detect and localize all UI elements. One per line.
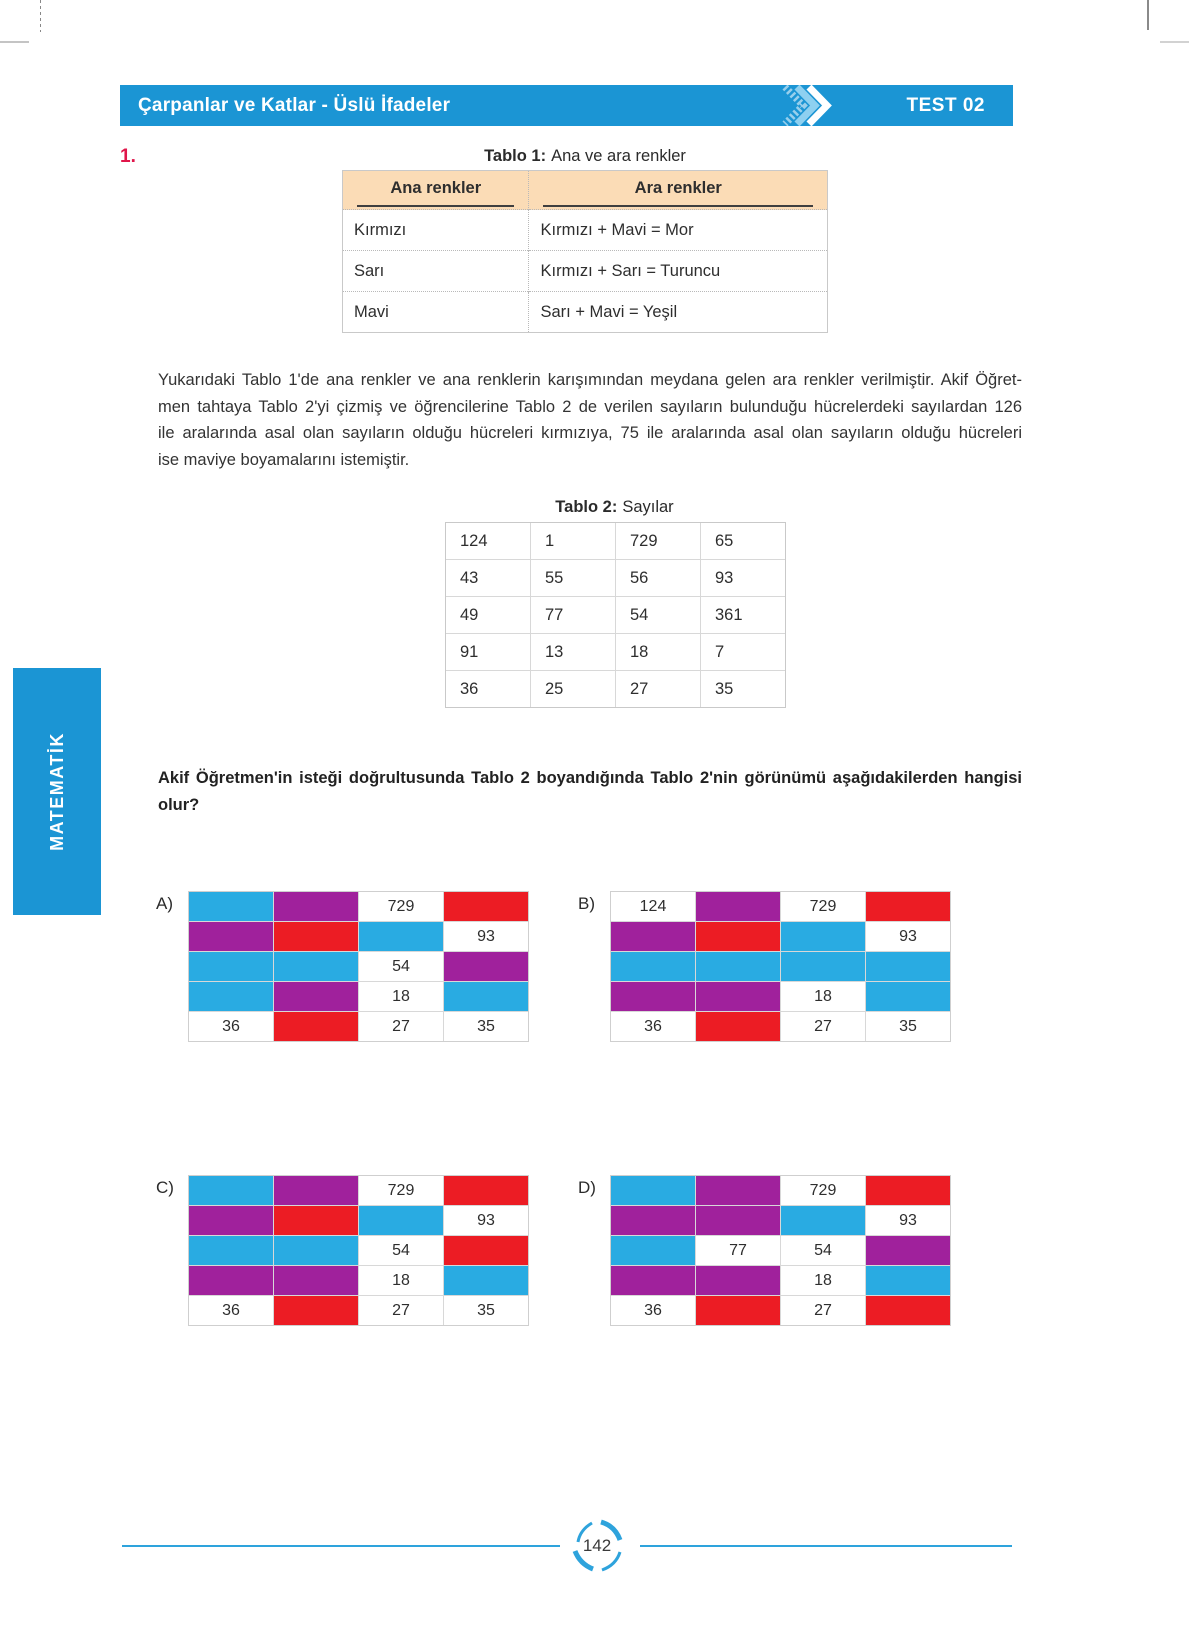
option-grid-cell (611, 982, 695, 1011)
option-grid-cell (781, 1206, 865, 1235)
table1-cell: Sarı (343, 251, 529, 292)
option-grid-cell: 93 (866, 1206, 950, 1235)
option-grid-cell (274, 1236, 358, 1265)
option-grid-cell (189, 922, 273, 951)
option-grid-cell (866, 952, 950, 981)
option-grid-cell: 54 (359, 952, 443, 981)
text-line: ile aralarında asal olan sayıların olduğu hücreleri kırmızıya, 75 ile aralarında asal olan sayıların olduğu hücreleri (158, 424, 1022, 442)
table1-caption-title: Tablo 1: (484, 147, 547, 165)
option-grid-cell (866, 892, 950, 921)
option-grid (610, 1175, 951, 1326)
option-grid-cell (189, 952, 273, 981)
table1-caption (342, 147, 828, 166)
page-title: Çarpanlar ve Katlar - Üslü İfadeler (138, 94, 451, 116)
option-grid-cell (359, 922, 443, 951)
question-paragraph (158, 367, 1022, 473)
option-grid-cell (611, 1206, 695, 1235)
table2-cell: 56 (616, 560, 700, 596)
table1-row (343, 251, 828, 292)
option-grid-cell: 729 (359, 892, 443, 921)
option-grid-cell (781, 922, 865, 951)
option-grid-cell: 36 (611, 1296, 695, 1325)
question-number: 1. (120, 146, 136, 167)
table1-cell: Kırmızı (343, 210, 529, 251)
table1-colors (342, 170, 828, 333)
option-grid-cell (189, 892, 273, 921)
table1-caption-text: Ana ve ara renkler (551, 147, 686, 165)
option-grid-cell: 36 (189, 1012, 273, 1041)
table1-body (343, 210, 828, 333)
table2-cell: 25 (531, 671, 615, 707)
option-grid-cell: 35 (444, 1296, 528, 1325)
table2-cell: 729 (616, 523, 700, 559)
option-grid-cell: 93 (444, 1206, 528, 1235)
option-grid-cell: 35 (444, 1012, 528, 1041)
crop-mark-top-right-horizontal (1160, 41, 1189, 43)
option-grid-cell (274, 952, 358, 981)
option-grid-cell (696, 1206, 780, 1235)
option-grid-cell: 35 (866, 1012, 950, 1041)
table2-caption-text: Sayılar (622, 498, 674, 516)
table2-cell: 55 (531, 560, 615, 596)
option-grid-cell: 729 (781, 892, 865, 921)
option-grid-cell (189, 1206, 273, 1235)
option-grid-cell (359, 1206, 443, 1235)
crop-mark-top-right-vertical (1147, 0, 1149, 30)
crop-mark-top-left-vertical (40, 0, 41, 32)
option-grid-cell (696, 952, 780, 981)
table1-cell: Kırmızı + Mavi = Mor (529, 210, 828, 251)
option-grid-cell (866, 1296, 950, 1325)
option-grid-cell (444, 892, 528, 921)
test-number-badge: TEST 02 (906, 95, 985, 116)
option-grid-cell (866, 1236, 950, 1265)
option-grid-cell (696, 922, 780, 951)
header-bar (120, 85, 1013, 126)
question-prompt (158, 765, 1022, 818)
option-grid-cell (696, 892, 780, 921)
option-grid-cell: 18 (781, 1266, 865, 1295)
option-grid-cell: 93 (444, 922, 528, 951)
table2-cell: 13 (531, 634, 615, 670)
sidebar-subject-tab (13, 668, 101, 915)
option-grid-cell (781, 952, 865, 981)
table2-cell: 54 (616, 597, 700, 633)
table2-caption (445, 498, 784, 517)
option-grid-cell: 124 (611, 892, 695, 921)
page-number: 142 (582, 1536, 612, 1555)
option-grid-cell: 27 (359, 1296, 443, 1325)
option-grid-cell (444, 952, 528, 981)
table2-cell: 1 (531, 523, 615, 559)
table1-row (343, 210, 828, 251)
option-grid-cell (274, 892, 358, 921)
option-grid-cell: 18 (359, 982, 443, 1011)
option-grid-cell: 93 (866, 922, 950, 951)
option-grid (188, 1175, 529, 1326)
option-grid-cell (274, 982, 358, 1011)
table1-cell: Sarı + Mavi = Yeşil (529, 292, 828, 333)
option-label: A) (156, 894, 173, 913)
option-grid-cell (866, 1176, 950, 1205)
table2-cell: 18 (616, 634, 700, 670)
option-grid-cell: 36 (189, 1296, 273, 1325)
option-grid-cell (611, 1236, 695, 1265)
option-grid-cell (189, 1236, 273, 1265)
table2-cell: 91 (446, 634, 530, 670)
option-grid-cell (274, 1296, 358, 1325)
table2-cell: 27 (616, 671, 700, 707)
option-label: D) (578, 1178, 596, 1197)
text-line: Akif Öğretmen'in isteği doğrultusunda Tablo 2 boyandığında Tablo 2'nin görünümü aşağıdakilerden hangisi (158, 769, 1022, 787)
option-grid (610, 891, 951, 1042)
text-line: men tahtaya Tablo 2'yi çizmiş ve öğrencilerine Tablo 2 de verilen sayıların bulunduğu hücrelerdeki sayılardan 126 (158, 397, 1022, 416)
table2-cell: 7 (701, 634, 785, 670)
table2-cell: 49 (446, 597, 530, 633)
table2-cell: 124 (446, 523, 530, 559)
page-number-badge (567, 1516, 627, 1576)
table2-caption-title: Tablo 2: (555, 498, 618, 516)
option-grid-cell (866, 1266, 950, 1295)
text-line: Yukarıdaki Tablo 1'de ana renkler ve ana renklerin karışımından meydana gelen ara renkler verilmiştir. Akif Öğret- (158, 371, 1022, 389)
option-grid-cell (696, 982, 780, 1011)
option-label: C) (156, 1178, 174, 1197)
option-grid-cell (274, 922, 358, 951)
table2-cell: 36 (446, 671, 530, 707)
option-grid-cell (274, 1266, 358, 1295)
chevron-right-icon (781, 85, 835, 126)
table2-cell: 65 (701, 523, 785, 559)
table1-header-row (343, 171, 828, 210)
footer-rule-right (640, 1545, 1012, 1547)
option-grid-cell (611, 952, 695, 981)
option-grid-cell: 27 (781, 1296, 865, 1325)
text-line: olur? (158, 795, 200, 814)
option-grid-cell: 36 (611, 1012, 695, 1041)
sidebar-subject-label: MATEMATİK (46, 732, 67, 851)
option-grid-cell (444, 1266, 528, 1295)
option-grid (188, 891, 529, 1042)
crop-mark-top-left-horizontal (0, 41, 29, 43)
option-grid-cell (274, 1176, 358, 1205)
option-grid-cell (274, 1012, 358, 1041)
option-grid-cell (444, 1176, 528, 1205)
option-label: B) (578, 894, 595, 913)
option-grid-cell: 54 (781, 1236, 865, 1265)
table1-row (343, 292, 828, 333)
option-grid-cell (189, 1266, 273, 1295)
text-line: ise maviye boyamalarını istemiştir. (158, 450, 410, 469)
option-grid-cell (611, 1176, 695, 1205)
option-grid-cell: 729 (359, 1176, 443, 1205)
table2-cell: 43 (446, 560, 530, 596)
option-grid-cell (696, 1296, 780, 1325)
option-grid-cell: 27 (359, 1012, 443, 1041)
option-grid-cell (189, 982, 273, 1011)
table2-cell: 93 (701, 560, 785, 596)
table1-cell: Kırmızı + Sarı = Turuncu (529, 251, 828, 292)
option-grid-cell: 77 (696, 1236, 780, 1265)
table2-cell: 361 (701, 597, 785, 633)
option-grid-cell: 18 (359, 1266, 443, 1295)
option-grid-cell (696, 1176, 780, 1205)
table1-header-cell: Ana renkler (343, 171, 529, 210)
option-grid-cell (444, 982, 528, 1011)
table2-numbers (445, 522, 786, 708)
footer-rule-left (122, 1545, 560, 1547)
table2-cell: 77 (531, 597, 615, 633)
option-grid-cell (696, 1266, 780, 1295)
option-grid-cell: 54 (359, 1236, 443, 1265)
option-grid-cell (611, 1266, 695, 1295)
option-grid-cell (274, 1206, 358, 1235)
option-grid-cell (696, 1012, 780, 1041)
option-grid-cell (189, 1176, 273, 1205)
table1-cell: Mavi (343, 292, 529, 333)
option-grid-cell: 18 (781, 982, 865, 1011)
option-grid-cell (866, 982, 950, 1011)
option-grid-cell (611, 922, 695, 951)
option-grid-cell: 729 (781, 1176, 865, 1205)
option-grid-cell: 27 (781, 1012, 865, 1041)
table2-cell: 35 (701, 671, 785, 707)
table1-header-cell: Ara renkler (529, 171, 828, 210)
option-grid-cell (444, 1236, 528, 1265)
